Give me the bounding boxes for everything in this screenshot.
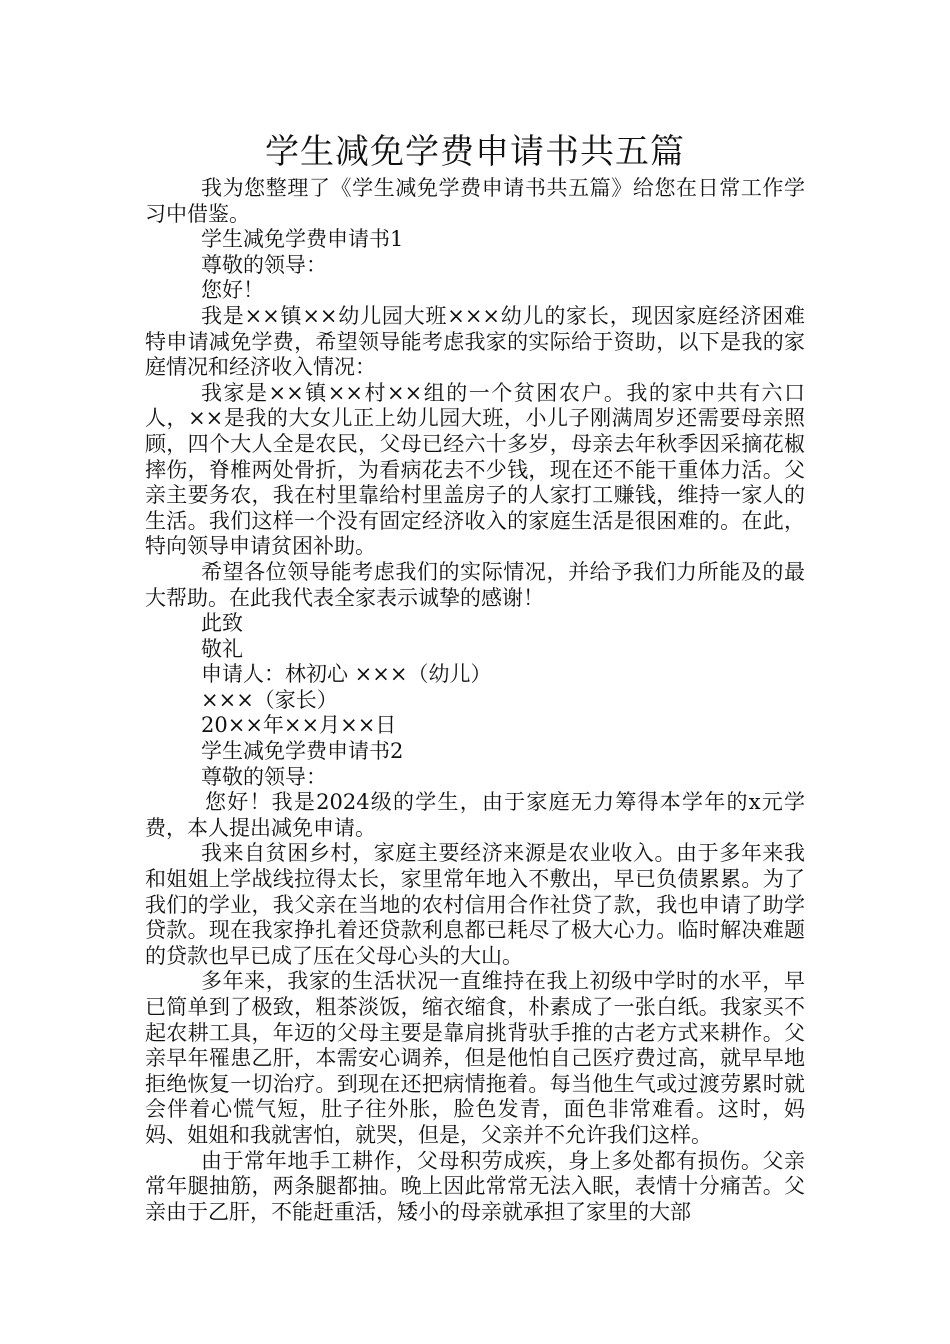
section-heading-1: 学生减免学费申请书1 [201, 227, 404, 252]
document-page [145, 128, 805, 1225]
applicant-line: 申请人：林初心 ×××（幼儿） [201, 662, 492, 687]
date-line: 20××年××月××日 [201, 713, 397, 738]
section-heading-2: 学生减免学费申请书2 [201, 739, 404, 764]
body-paragraph: 由于常年地手工耕作，父母积劳成疾，身上多处都有损伤。父亲常年腿抽筋，两条腿都抽。晚上因此常常无法入眠，表情十分痛苦。父亲由于乙肝，不能赶重活，矮小的母亲就承担了家里的大部 [145, 1148, 805, 1224]
intro-paragraph: 我为您整理了《学生减免学费申请书共五篇》给您在日常工作学习中借鉴。 [145, 176, 805, 226]
closing-line: 敬礼 [201, 636, 243, 661]
closing-line: 此致 [201, 611, 243, 636]
body-paragraph: 我家是××镇××村××组的一个贫困农户。我的家中共有六口人，××是我的大女儿正上幼儿园大班，小儿子刚满周岁还需要母亲照顾，四个大人全是农民，父母已经六十多岁，母亲去年秋季因采摘花椒摔伤，脊椎两处骨折，为看病花去不少钱，现在还不能干重体力活。父亲主要务农，我在村里靠给村里盖房子的人家打工赚钱，维持一家人的生活。我们这样一个没有固定经济收入的家庭生活是很困难的。在此，特向领导申请贫困补助。 [145, 380, 805, 559]
salutation: 尊敬的领导： [201, 764, 327, 789]
body-paragraph: 多年来，我家的生活状况一直维持在我上初级中学时的水平，早已简单到了极致，粗茶淡饭，缩衣缩食，朴素成了一张白纸。我家买不起农耕工具，年迈的父母主要是靠肩挑背驮手推的古老方式来耕作。父亲早年罹患乙肝，本需安心调养，但是他怕自己医疗费过高，就早早地拒绝恢复一切治疗。到现在还把病情拖着。每当他生气或过渡劳累时就会伴着心慌气短，肚子往外胀，脸色发青，面色非常难看。这时，妈妈、姐姐和我就害怕，就哭，但是，父亲并不允许我们这样。 [145, 969, 805, 1147]
document-title: 学生减免学费申请书共五篇 [265, 132, 685, 172]
body-paragraph: 我来自贫困乡村，家庭主要经济来源是农业收入。由于多年来我和姐姐上学战线拉得太长，家里常年地入不敷出，早已负债累累。为了我们的学业，我父亲在当地的农村信用合作社贷了款，我也申请了助学贷款。现在我家挣扎着还贷款利息都已耗尽了极大心力。临时解决难题的贷款也早已成了压在父母心头的大山。 [145, 841, 805, 968]
applicant-line: ×××（家长） [201, 687, 338, 712]
body-paragraph: 我是××镇××幼儿园大班×××幼儿的家长，现因家庭经济困难特申请减免学费，希望领导能考虑我家的实际给于资助，以下是我的家庭情况和经济收入情况： [145, 303, 805, 380]
body-paragraph: 希望各位领导能考虑我们的实际情况，并给予我们力所能及的最大帮助。在此我代表全家表示诚挚的感谢！ [145, 559, 805, 610]
body-paragraph: 您好！我是2024级的学生，由于家庭无力筹得本学年的x元学费，本人提出减免申请。 [145, 790, 805, 840]
greeting: 您好！ [201, 278, 264, 303]
salutation: 尊敬的领导： [201, 252, 327, 277]
